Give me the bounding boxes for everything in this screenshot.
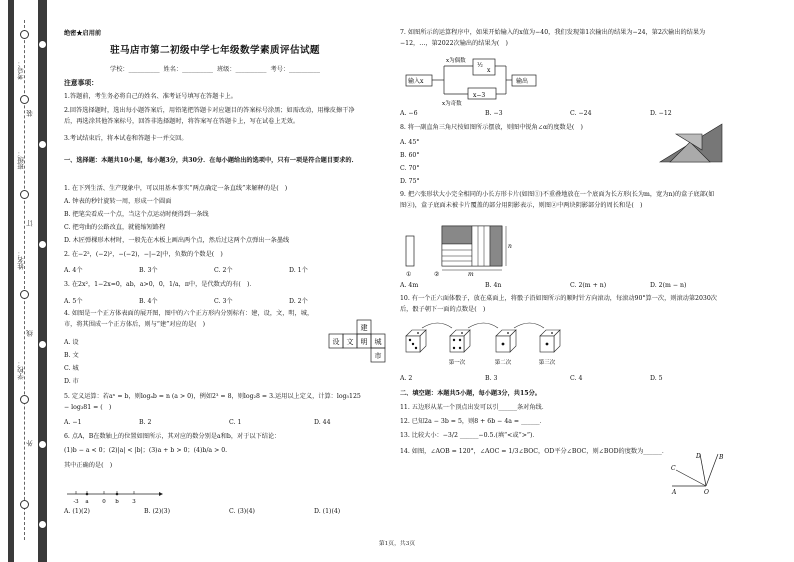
q10-option-c[interactable]: C. 4: [570, 375, 583, 382]
binding-circle: [38, 140, 47, 149]
page-footer: 第1页，共3页: [378, 541, 416, 547]
notes-item-1: 1.答题前，考生务必将自己的姓名、准考证号填写在答题卡上。: [64, 93, 237, 100]
binding-label-wai: 外: [26, 440, 34, 447]
ray-od: [700, 454, 706, 486]
binding-label-exam-no: 考号：: [17, 60, 25, 80]
flow-minus3-label: x−3: [473, 92, 486, 99]
binding-label-zhuang: 装: [26, 110, 34, 117]
q3-option-d[interactable]: D. 2个: [289, 298, 308, 305]
cube-net-figure: [328, 318, 388, 364]
q5-stem: 5. 定义运算：若aⁿ = b，则logₐb = n (a > 0)，例如2³ = 8，则log₂8 = 3.运用以上定义，计算：log₅125 − log₃81 = ( ): [64, 393, 361, 411]
tick-label: b: [115, 499, 119, 505]
q14-stem: 14. 如图，∠AOB = 120°，∠AOC = 1/3∠BOC，OD平分∠BOC，则∠BOD的度数为______．: [400, 448, 669, 455]
q1-option-b[interactable]: B. 把笔尖看成一个点，当这个点运动时便得到一条线: [64, 211, 209, 218]
q7-option-d[interactable]: D. −12: [650, 110, 672, 117]
section2-heading: 二、填空题：本题共5小题，每小题3分，共15分。: [400, 390, 541, 397]
q7-option-a[interactable]: A. −6: [400, 110, 418, 117]
q9-option-d[interactable]: D. 2(m − n): [650, 282, 687, 289]
section1-heading: 一、选择题：本题共10小题，每小题3分，共30分．在每小题给出的选项中，只有一项是符合题目要求的．: [64, 157, 358, 164]
roll-label-1: 第一次: [448, 360, 466, 366]
q3-stem: 3. 在2x²，1−2x=0，ab，a>0，0，1/a，π中，是代数式的有( )．: [64, 281, 256, 288]
q9-options: [400, 282, 718, 292]
notes-title: [64, 78, 366, 89]
set-square-figure: [656, 120, 726, 166]
label-n: n: [508, 243, 512, 250]
q3-option-b[interactable]: B. 4个: [139, 298, 158, 305]
notes-item-3: 3.考试结束后，将本试卷和答题卡一并交回。: [64, 135, 188, 142]
q8-option-c[interactable]: C. 70°: [400, 165, 420, 172]
page-title: 驻马店市第二初级中学七年级数学素质评估试题: [110, 45, 320, 56]
shade-right: [490, 226, 502, 266]
q6-option-b[interactable]: B. (2)(3): [144, 508, 171, 515]
net-label-ming: 明: [360, 338, 368, 346]
q8-stem: 8. 将一副直角三角尺按如图所示摆放，则图中锐角∠α的度数是( ): [400, 124, 583, 131]
net-label-wen: 文: [346, 338, 354, 346]
q4-option-a[interactable]: A. 设: [64, 339, 79, 346]
binding-circle: [38, 340, 47, 349]
binding-label-class: 班级：: [17, 150, 25, 170]
angle-figure: [666, 450, 726, 498]
point-label-d: D: [696, 453, 701, 460]
q10-options: [400, 375, 718, 385]
q9-option-c[interactable]: C. 2(m + n): [570, 282, 607, 289]
q5-option-c[interactable]: C. 1: [229, 419, 242, 426]
fig1-label: ①: [406, 271, 412, 278]
name-field[interactable]: 姓名：__________: [163, 66, 214, 73]
notes-title-text: 注意事项：: [64, 79, 98, 87]
card-area-left: [442, 244, 472, 266]
q1-option-d[interactable]: D. 木匠弹棵形木材时，一般先在木板上画出两个点，然后过这两个点弹出一条墨线: [64, 237, 290, 244]
binding-band: [8, 0, 14, 562]
q3-option-a[interactable]: A. 5个: [64, 298, 83, 305]
q5-option-b[interactable]: B. 2: [139, 419, 152, 426]
q1-option-c[interactable]: C. 把弯曲的公路改直，就能缩短路程: [64, 224, 166, 231]
point-a: [86, 493, 89, 496]
q2-option-b[interactable]: B. 3个: [139, 267, 158, 274]
alpha-label: α: [682, 139, 687, 147]
shade-top: [442, 226, 472, 244]
q2-option-d[interactable]: D. 1个: [289, 267, 308, 274]
binding-label-ding: 订: [26, 220, 34, 227]
point-b: [116, 493, 119, 496]
net-label-she: 设: [332, 338, 340, 346]
q7-options: [400, 110, 718, 120]
flow-half-label: ½: [477, 62, 483, 69]
q9-option-b[interactable]: B. 4n: [485, 282, 502, 289]
binding-circle: [20, 190, 29, 199]
binding-label-name: 姓名：: [17, 250, 25, 270]
binding-circle: [20, 500, 29, 509]
binding-band-inner: [38, 0, 47, 562]
binding-label-xian: 线: [26, 330, 34, 337]
q7-option-b[interactable]: B. −3: [485, 110, 503, 117]
roll-arrow: [422, 323, 452, 328]
point-label-o: O: [704, 489, 709, 496]
flow-even-label: x为偶数: [446, 58, 466, 64]
axis-arrow: [159, 492, 163, 496]
q11-stem: 11. 五边形从某一个顶点出发可以引______条对角线．: [400, 404, 548, 411]
net-label-jian: 建: [360, 324, 368, 332]
class-field[interactable]: 班级：__________: [216, 66, 267, 73]
binding-label-school: 学校：: [17, 360, 25, 380]
ray-ob: [706, 454, 718, 486]
q6-ask: 其中正确的是( ): [64, 462, 113, 469]
q10-stem: 10. 有一个正六面体骰子，放在桌面上，将骰子沿如图所示的顺时针方向滚动，每滚动90°算一次，则滚动第2030次后，骰子朝下一面的点数是( ): [400, 295, 717, 313]
binding-circle: [20, 30, 29, 39]
tick-label: 3: [132, 499, 136, 505]
q4-option-b[interactable]: B. 文: [64, 352, 79, 359]
q1-stem: 1. 在下列生活、生产现象中，可以用基本事实“两点确定一条直线”来解释的是( ): [64, 185, 288, 192]
binding-circle: [20, 290, 29, 299]
binding-circle: [38, 240, 47, 249]
student-info-line: [64, 64, 366, 73]
flow-input-label: 输入x: [408, 78, 424, 85]
label-m: m: [468, 271, 474, 278]
q6-option-d[interactable]: D. (1)(4): [314, 508, 341, 515]
tick-label: a: [85, 499, 89, 505]
point-label-c: C: [671, 465, 676, 472]
q9-option-a[interactable]: A. 4m: [400, 282, 419, 289]
binding-circle: [38, 520, 47, 529]
roll-arrow: [468, 323, 498, 328]
net-label-shi: 市: [374, 352, 382, 360]
q7-stem: 7. 如图所示的运算程序中，如果开始输入的x值为−40，我们发现第1次输出的结果为−24，第2次输出的结果为−12，…，第2022次输出的结果为( ): [400, 29, 706, 47]
card-area-right: [472, 226, 490, 266]
q8-option-a[interactable]: A. 45°: [400, 139, 420, 146]
q2-option-a[interactable]: A. 4个: [64, 267, 83, 274]
q7-option-c[interactable]: C. −24: [570, 110, 592, 117]
flow-x-label: x: [487, 67, 491, 74]
q8-option-b[interactable]: B. 60°: [400, 152, 420, 159]
binding-strip: [0, 0, 50, 562]
q10-option-b[interactable]: B. 3: [485, 375, 498, 382]
q5-options: [64, 419, 366, 429]
flow-odd-label: x为奇数: [442, 101, 462, 107]
exam-no-field[interactable]: 考号：__________: [270, 66, 320, 73]
q6-conditions: (1)b − a < 0；(2)|a| < |b|；(3)a + b > 0；(4)b/a > 0.: [64, 447, 228, 454]
q4-stem: 4. 如图是一个正方体表面的展开图，图中的六个正方形内分别标有：建，设，文，明，城，市，将其围成一个正方体后，则与“建”对应的是( ): [64, 310, 314, 328]
q10-option-a[interactable]: A. 2: [400, 375, 413, 382]
q10-option-d[interactable]: D. 5: [650, 375, 663, 382]
point-label-b: B: [719, 454, 724, 461]
q6-option-c[interactable]: C. (3)(4): [229, 508, 255, 515]
q8-option-d[interactable]: D. 75°: [400, 178, 420, 185]
ray-oc: [676, 470, 706, 486]
q1-option-a[interactable]: A. 钟表的秒针旋转一周，形成一个圆面: [64, 198, 172, 205]
binding-circle: [38, 40, 47, 49]
flow-output-label: 输出: [516, 78, 529, 85]
q12-stem: 12. 已知2a − 3b = 5，则8 + 6b − 4a = ______．: [400, 418, 546, 425]
die-2: [496, 330, 516, 352]
net-label-cheng: 城: [374, 338, 382, 346]
secret-label: 绝密★启用前: [64, 30, 102, 37]
q5-option-d[interactable]: D. 44: [314, 419, 331, 426]
cards-figure: [400, 212, 520, 278]
q3-option-c[interactable]: C. 3个: [214, 298, 233, 305]
q6-option-a[interactable]: A. (1)(2): [64, 508, 90, 515]
q6-stem: 6. 点A，B在数轴上的位置如图所示，其对应的数分别是a和b，对于以下结论：: [64, 433, 281, 440]
q2-stem: 2. 在−2²，(−2)²，−(−2)，−|−2|中，负数的个数是( ): [64, 251, 223, 258]
fig2-label: ②: [434, 271, 440, 278]
roll-label-2: 第二次: [494, 360, 512, 366]
q9-stem: 9. 把六张形状大小完全相同的小长方形卡片(如图①)不重叠地放在一个底面为长方形(长为m，宽为n)的盒子底部(如图②)，盒子底面未被卡片覆盖的部分用阴影表示，则图②中两块阴影部分的周长和是( ): [400, 191, 715, 209]
roll-arrow: [514, 323, 544, 328]
notes-item-2: 2.回答选择题时，选出每小题答案后，用铅笔把答题卡对应题目的答案标号涂黑；如需改动，用橡皮擦干净后，再选涂其他答案标号，回答非选择题时，将答案写在答题卡上，写在试卷上无效。: [64, 107, 355, 125]
flowchart-figure: [400, 56, 550, 108]
q4-option-d[interactable]: D. 市: [64, 378, 79, 385]
number-line-figure: [64, 486, 164, 508]
roll-label-3: 第三次: [538, 360, 556, 366]
point-label-a: A: [672, 489, 677, 496]
q2-options: [64, 265, 366, 275]
q3-options: [64, 296, 366, 306]
die-3: [540, 330, 560, 352]
dice-figure: [400, 320, 580, 372]
tick-label: 0: [102, 499, 106, 505]
q2-option-c[interactable]: C. 2个: [214, 267, 233, 274]
school-field[interactable]: 学校：__________: [110, 66, 160, 73]
q5-option-a[interactable]: A. −1: [64, 419, 82, 426]
binding-circle: [20, 95, 29, 104]
q4-option-c[interactable]: C. 城: [64, 365, 79, 372]
q6-options: [64, 508, 366, 518]
binding-circle: [20, 395, 29, 404]
q13-stem: 13. 比较大小：−3/2 ______−0.5.(填“<或“>”)．: [400, 432, 539, 439]
card-single: [406, 236, 414, 266]
tick-label: -3: [73, 499, 79, 505]
binding-circle: [38, 440, 47, 449]
